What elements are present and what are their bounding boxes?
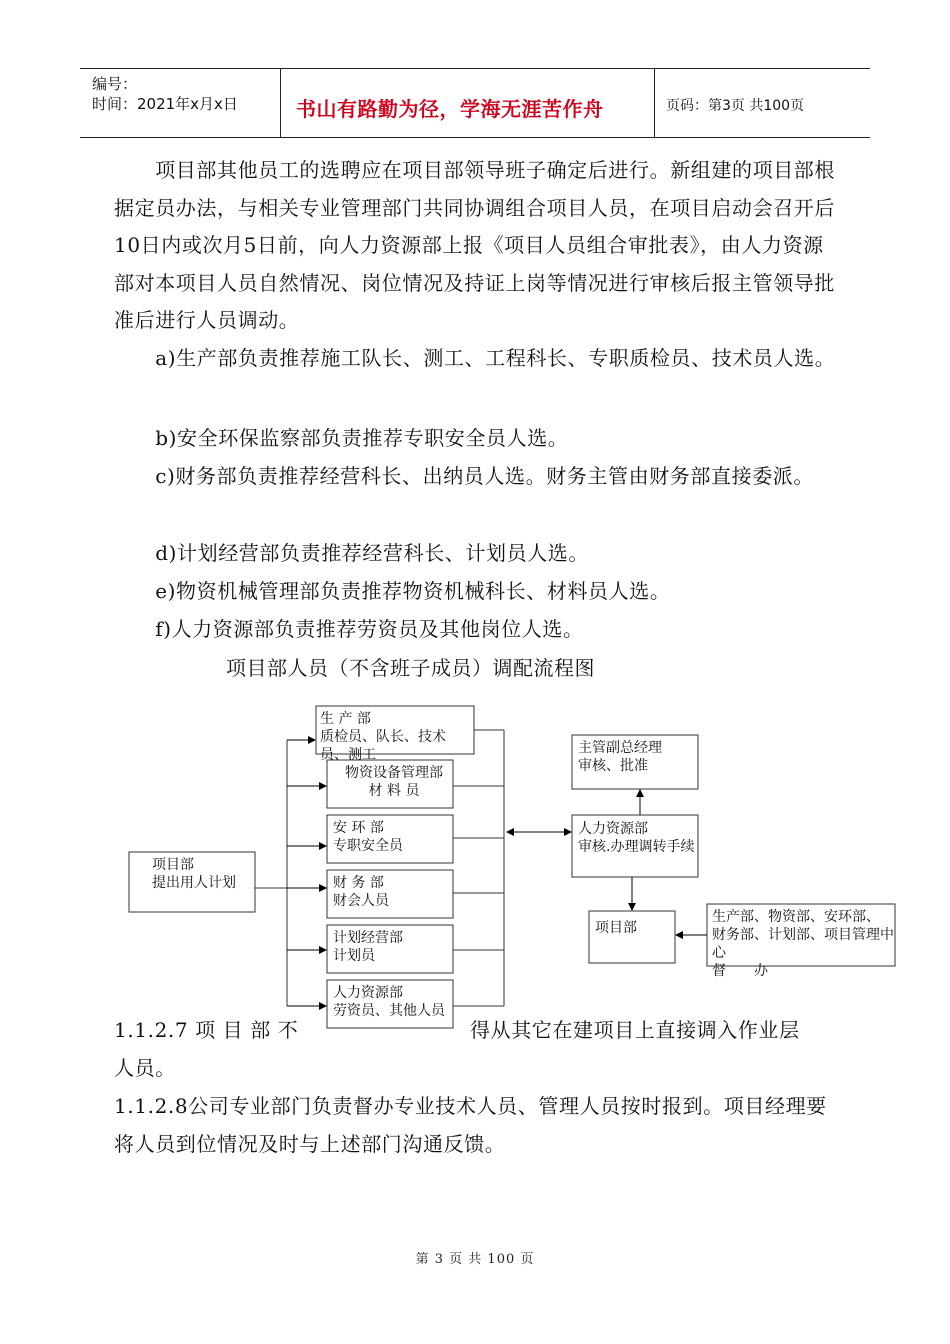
paragraph-1127-end: 人员。	[114, 1056, 176, 1080]
paragraph-item-f: f)人力资源部负责推荐劳资员及其他岗位人选。	[114, 617, 584, 641]
page-footer: 第 3 页 共 100 页	[415, 1252, 535, 1267]
box-supervise: 生产部、物资部、安环部、 财务部、计划部、项目管理中心 督 办	[712, 909, 894, 979]
box-dept-safety: 安 环 部 专职安全员	[333, 820, 403, 854]
box-hr-process: 人力资源部 审核.办理调转手续	[578, 821, 695, 855]
box-dept-hr: 人力资源部 劳资员、其他人员	[333, 985, 445, 1019]
header-code-label: 编号：	[92, 75, 138, 93]
flowchart-title: 项目部人员（不含班子成员）调配流程图	[226, 656, 595, 680]
box-project-request: 项目部 提出用人计划	[152, 857, 236, 891]
paragraph-item-a: a)生产部负责推荐施工队长、测工、工程科长、专职质检员、技术员人选。	[114, 346, 836, 370]
paragraph-item-b: b)安全环保监察部负责推荐专职安全员人选。	[114, 426, 569, 450]
box-dept-production: 生 产 部 质检员、队长、技术员、测工	[320, 711, 446, 763]
header-page-info: 页码：第3页 共100页	[666, 98, 805, 114]
box-dept-finance: 财 务 部 财会人员	[333, 875, 389, 909]
paragraph-1128: 1.1.2.8公司专业部门负责督办专业技术人员、管理人员按时报到。项目经理要将人员到位情况及时与上述部门沟通反馈。	[114, 1094, 827, 1156]
header-motto: 书山有路勤为径，学海无涯苦作舟	[296, 97, 604, 121]
box-dept-planning: 计划经营部 计划员	[333, 930, 403, 964]
box-vp-approval: 主管副总经理 审核、批准	[578, 740, 662, 774]
box-dept-materials: 物资设备管理部 材 料 员	[345, 765, 443, 799]
header-time: 时间：2021年x月x日	[92, 95, 238, 113]
paragraph-item-e: e)物资机械管理部负责推荐物资机械科长、材料员人选。	[114, 579, 671, 603]
paragraph-1127-continued: 得从其它在建项目上直接调入作业层	[470, 1018, 800, 1042]
paragraph-item-d: d)计划经营部负责推荐经营科长、计划员人选。	[114, 541, 590, 565]
paragraph-1127-start: 1.1.2.7 项 目 部 不	[114, 1018, 299, 1042]
paragraph-intro: 项目部其他员工的选聘应在项目部领导班子确定后进行。新组建的项目部根据定员办法，与相关专业管理部门共同协调组合项目人员，在项目启动会召开后10日内或次月5日前，向人力资源部上报《项目人员组合审批表》，由人力资源部对本项目人员自然情况、岗位情况及持证上岗等情况进行审核后报主管领导批准后进行人员调动。	[114, 158, 835, 332]
box-project-dept: 项目部	[595, 920, 637, 936]
paragraph-item-c: c)财务部负责推荐经营科长、出纳员人选。财务主管由财务部直接委派。	[114, 464, 815, 488]
